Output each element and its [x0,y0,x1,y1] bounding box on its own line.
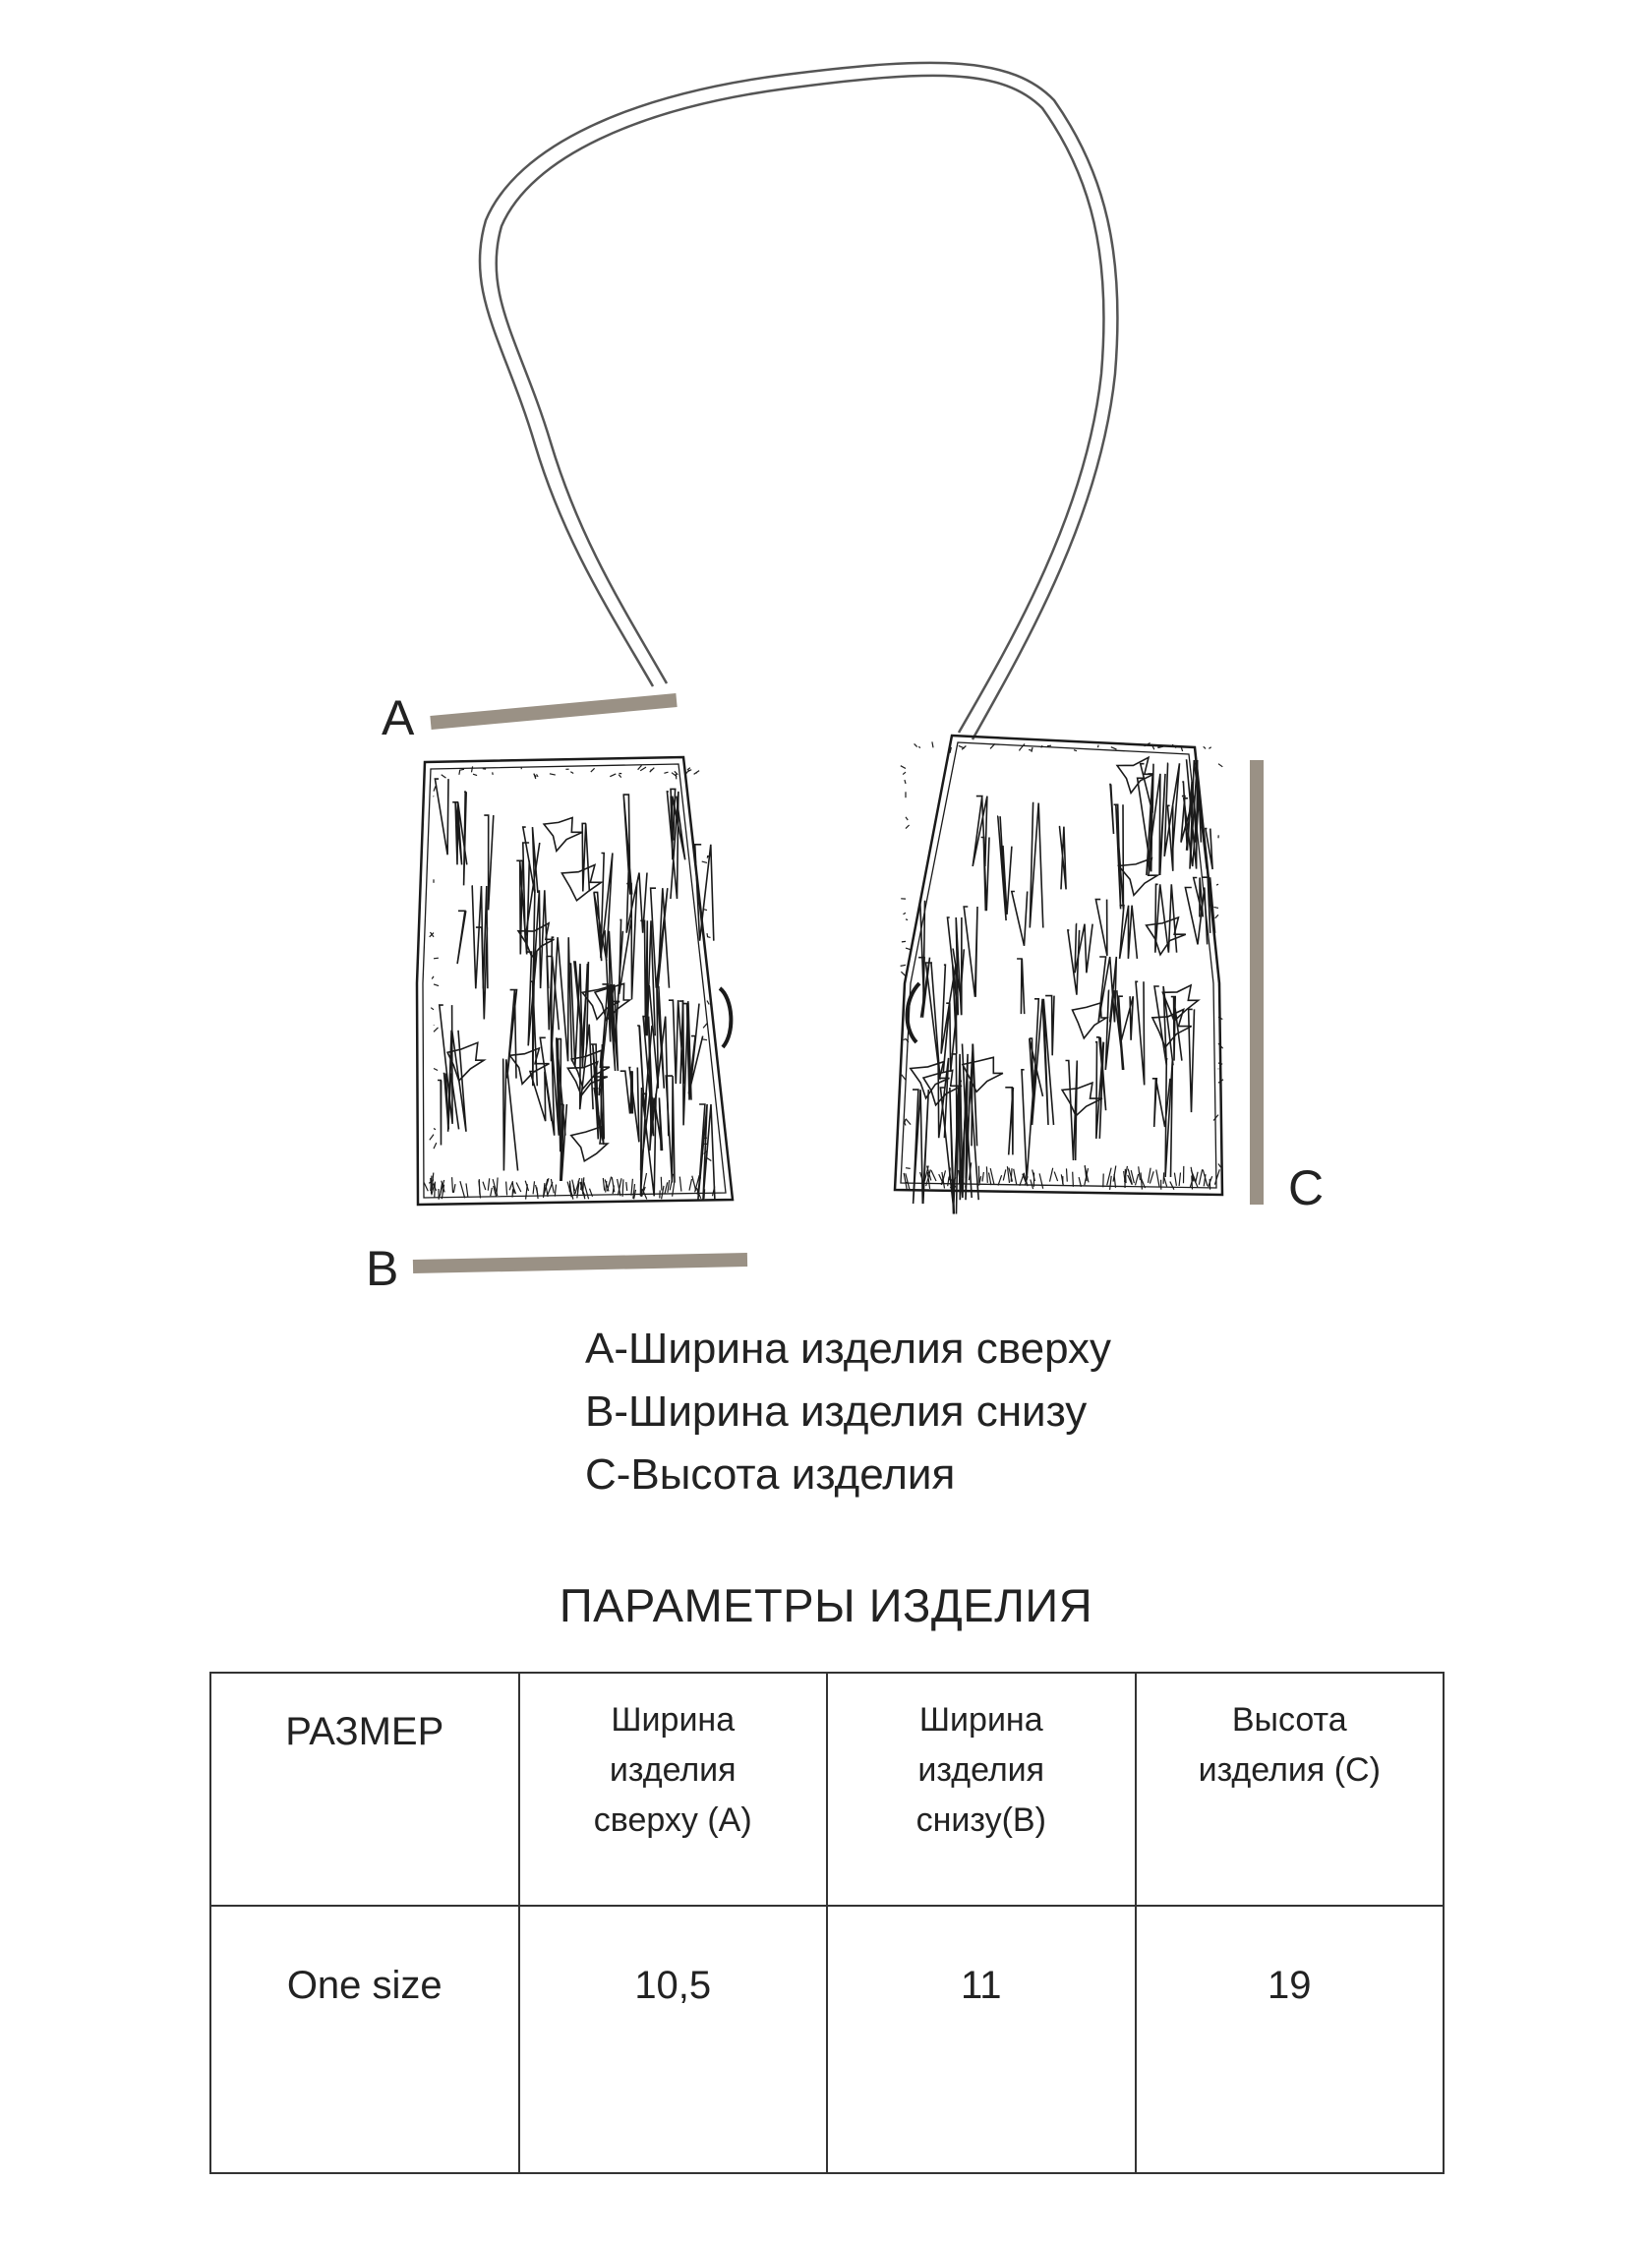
fur-fringe [431,1178,432,1194]
measure-bar-a [431,700,677,723]
fur-fringe [689,1179,692,1191]
fur-fringe [1174,1173,1176,1186]
fur-fringe [1156,1170,1159,1188]
fur-fringe [483,769,486,770]
fur-fringe [570,772,573,774]
fur-stroke [1152,1079,1170,1127]
fur-stroke [1017,959,1025,1014]
fur-fringe [434,786,436,791]
fur-fringe [622,1179,623,1196]
cell-top-width-value: 10,5 [519,1906,828,2173]
fur-fringe [664,772,668,773]
fur-fringe [493,772,494,775]
fur-fringe [702,861,707,862]
fur-fringe [1199,1169,1202,1185]
fur-stroke [1114,804,1124,909]
fur-fringe [665,1182,668,1194]
fur-fringe [1020,744,1025,750]
fur-stroke [1189,1009,1195,1112]
fur-stroke [1059,827,1066,890]
fur-fringe [704,1189,705,1199]
fur-fringe [435,1182,436,1198]
fur-fringe [914,743,917,746]
fur-fringe [1218,985,1219,986]
fur-fringe [537,1187,538,1199]
fur-fringe [959,745,965,748]
fur-fringe [901,766,906,769]
fur-fringe [906,948,911,950]
fur-stroke [913,1090,928,1204]
fur-fringe [901,965,906,966]
cell-bottom-width-value: 11 [827,1906,1136,2173]
fur-fringe [466,1183,468,1197]
fur-fringe [1020,749,1021,750]
fur-stroke [964,907,977,997]
fur-fringe [1110,1176,1112,1190]
fur-fringe [432,976,434,979]
fur-fringe [661,1177,662,1191]
cell-size-value: One size [210,1906,519,2173]
fur-fringe [491,1188,493,1196]
fur-fringe [512,1189,513,1197]
fur-fringe [497,1178,498,1194]
fur-fringe [452,1177,453,1193]
fur-stroke [1120,906,1138,959]
fur-stroke [669,1000,684,1084]
fur-fringe [1179,1173,1180,1187]
fur-stroke [1164,763,1179,856]
fur-fringe [533,1181,534,1194]
fur-fringe [1136,1174,1139,1185]
fur-fringe [651,770,652,771]
fur-fringe [948,1177,949,1187]
fur-fringe [1215,914,1218,918]
fur-fringe [1020,1173,1025,1186]
fur-fringe [1047,745,1051,746]
bag-strap [480,63,1118,739]
fur-fringe [1216,884,1218,885]
fur-fringe [694,771,700,775]
fur-stroke [601,854,613,959]
fur-fringe [516,1183,521,1193]
fur-fringe [460,1181,465,1198]
fur-stroke [1005,1088,1013,1155]
fur-fringe [932,741,933,747]
fur-fringe [638,765,642,769]
fur-fringe [1192,1176,1193,1190]
fur-fringe [1074,750,1077,751]
fur-fringe [459,770,460,775]
fur-fringe [434,1028,439,1032]
fur-fringe [488,1178,489,1190]
legend-item-a: A-Ширина изделия сверху [585,1325,1112,1373]
fur-fringe [1098,745,1099,748]
fur-blob [1073,1003,1107,1038]
fur-fringe [431,1008,434,1010]
fur-blob [1162,985,1198,1021]
fur-fringe [555,1185,556,1197]
fur-stroke [926,963,941,1080]
fur-stroke [1171,997,1182,1061]
fur-fringe [434,1143,437,1149]
fur-fringe [430,1135,434,1141]
fur-fringe [982,1172,983,1182]
fur-fringe [903,772,906,774]
fur-fringe [1218,1164,1221,1168]
fur-fringe [692,1176,696,1191]
fur-fringe [906,817,908,820]
fur-blob [561,865,601,901]
fur-fringe [631,1179,633,1196]
fur-fringe [1011,1168,1012,1182]
fur-stroke [1194,878,1204,917]
fur-fringe [1213,907,1218,908]
fur-fringe [703,1024,707,1029]
fur-fringe [434,984,439,986]
dimension-legend [585,1318,1111,1506]
fur-fringe [986,1166,987,1183]
fur-fringe [918,746,920,747]
fur-fringe [679,1177,681,1192]
fur-fringe [906,1119,911,1125]
fur-fringe [479,1179,480,1195]
size-table [209,1672,1445,2174]
fur-fringe [1218,764,1222,767]
fur-texture-front [424,765,715,1200]
fur-stroke [464,792,467,885]
fur-stroke [438,1081,442,1146]
fur-fringe [473,774,477,775]
fur-stroke [1185,888,1207,945]
fur-blob [963,1057,1003,1092]
fur-stroke [516,860,529,954]
fur-stroke [1095,900,1107,956]
dimension-label-c: C [1288,1160,1325,1215]
fur-stroke [582,823,589,891]
fur-stroke [1066,1061,1078,1161]
legend-item-c: C-Высота изделия [585,1450,956,1499]
fur-stroke [507,990,517,1079]
fur-fringe [906,1182,908,1183]
fur-fringe [904,913,907,914]
fur-fringe [905,780,906,784]
fur-fringe [424,1183,428,1192]
fur-fringe [591,768,595,772]
fur-texture-back [901,741,1223,1213]
fur-fringe [686,770,689,774]
fur-fringe [1073,1172,1074,1187]
fur-fringe [687,768,690,770]
fur-stroke [1138,778,1153,871]
fur-stroke [1167,805,1172,871]
fur-stroke [435,779,448,855]
fur-stroke [1095,1042,1104,1139]
fur-fringe [902,941,906,942]
fur-fringe [1209,747,1210,749]
fur-fringe [902,1075,906,1081]
fur-fringe [901,972,906,976]
fur-fringe [603,1178,604,1191]
fur-fringe [626,1182,627,1191]
fur-fringe [434,1129,436,1130]
bag-side-snap [908,983,919,1042]
fur-stroke [1030,803,1043,928]
fur-stroke [1136,981,1145,1085]
fur-fringe [472,766,473,772]
fur-fringe [640,767,646,771]
header-cell-top-width: Ширина изделия сверху (A) [519,1673,828,1906]
fur-fringe [1050,1168,1053,1182]
fur-stroke [457,911,466,964]
fur-fringe [949,1168,950,1181]
fur-fringe [1014,1169,1017,1185]
bag-side-snap [720,988,731,1047]
fur-fringe [434,1069,438,1071]
fur-blob [544,818,582,852]
fur-fringe [1170,1182,1174,1190]
fur-fringe [453,1184,455,1193]
fur-stroke [1032,999,1054,1125]
fur-fringe [1218,1063,1222,1064]
fur-fringe [707,1158,711,1161]
fur-fringe [1204,746,1206,748]
fur-fringe [550,774,556,775]
fur-blob [1117,757,1153,793]
fur-fringe [1003,1169,1006,1180]
fur-stroke [1109,785,1113,834]
fur-fringe [906,1168,911,1169]
fur-fringe [904,1039,906,1040]
fur-fringe [1196,1172,1198,1183]
fur-fringe [442,775,446,778]
fur-fringe [1039,1173,1043,1188]
fur-fringe [483,1182,486,1190]
fur-fringe [1067,1168,1068,1181]
fur-fringe [668,1180,670,1193]
header-cell-size: РАЗМЕР [210,1673,519,1906]
fur-fringe [1164,1177,1167,1187]
fur-blob [571,1127,608,1161]
fur-fringe [707,937,711,938]
fur-fringe [1031,1180,1033,1190]
measure-bar-b [413,1260,747,1267]
fur-fringe [989,1173,991,1186]
fur-stroke [1012,892,1028,946]
fur-fringe [1111,747,1117,749]
fur-fringe [906,973,908,974]
fur-fringe [1054,1172,1057,1182]
parameters-title: ПАРАМЕТРЫ ИЗДЕЛИЯ [559,1579,1093,1631]
fur-stroke [1154,986,1173,1065]
fur-fringe [906,919,908,920]
dimension-label-a: A [382,690,415,745]
fur-fringe [506,1182,507,1196]
fur-stroke [443,1074,459,1130]
table-row [210,1906,1444,2173]
fur-stroke [695,845,714,941]
fur-fringe [707,856,708,858]
fur-stroke [623,795,632,895]
fur-fringe [1150,1171,1153,1183]
fur-fringe [906,825,910,829]
fur-fringe [619,775,621,778]
fur-fringe [581,1182,582,1190]
fur-fringe [610,774,616,777]
fur-fringe [607,1177,611,1192]
header-cell-height: Высота изделия (C) [1136,1673,1445,1906]
fur-fringe [537,774,539,777]
fur-fringe [434,958,439,959]
fur-fringe [931,1170,936,1181]
legend-item-b: B-Ширина изделия снизу [585,1387,1088,1436]
fur-stroke [523,827,538,893]
table-header-row [210,1673,1444,1906]
fur-fringe [707,1001,709,1005]
fur-fringe [1139,1166,1141,1180]
cell-height-value: 19 [1136,1906,1445,2173]
fur-stroke [1165,1059,1172,1177]
header-cell-bottom-width: Ширина изделия снизу(B) [827,1673,1136,1906]
dimension-label-b: B [366,1241,399,1296]
fur-fringe [460,769,464,770]
fur-fringe [1041,745,1042,747]
